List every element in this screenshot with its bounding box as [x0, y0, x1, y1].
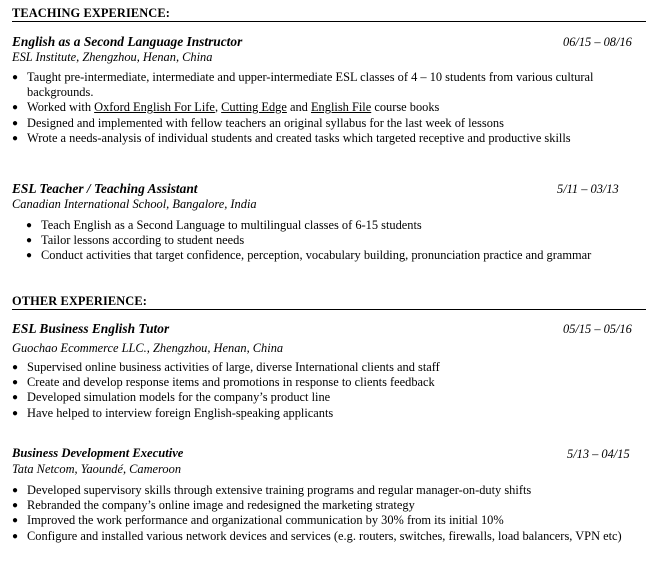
bullet-icon: ● [26, 235, 33, 247]
bullet-text: Conduct activities that target confidence, perception, vocabulary building, pronunciation practice and grammar [41, 248, 592, 263]
job-bullet-list [12, 218, 638, 264]
job-dates: 5/11 – 03/13 [557, 182, 619, 196]
bullet-text-continued: backgrounds. [27, 85, 94, 100]
job-title: ESL Business English Tutor [12, 321, 170, 336]
bullet-icon: ● [12, 72, 19, 83]
bullet-icon: ● [12, 117, 19, 129]
bullet-text-suffix: course books [371, 100, 440, 115]
job-bullet-list [12, 483, 638, 544]
job-bullet-list [12, 70, 638, 146]
bullet-text: Wrote a needs-analysis of individual students and created tasks which targeted receptive and productive skills [27, 130, 571, 145]
bullet-text: Supervised online business activities of large, diverse International clients and staff [27, 360, 440, 374]
teaching-experience-heading: TEACHING EXPERIENCE: [12, 6, 646, 22]
bullet-text-separator: and [286, 100, 311, 115]
job-business-english-tutor [12, 320, 638, 421]
list-item [12, 498, 638, 513]
list-item [12, 116, 638, 131]
job-organization: Tata Netcom, Yaoundé, Cameroon [12, 462, 182, 476]
job-dates: 06/15 – 08/16 [563, 35, 632, 49]
bullet-text: Tailor lessons according to student needs [41, 233, 245, 248]
list-item [12, 218, 638, 233]
list-item [12, 360, 638, 375]
other-experience-heading: OTHER EXPERIENCE: [12, 294, 646, 310]
bullet-text: Teach English as a Second Language to multilingual classes of 6-15 students [41, 218, 422, 232]
job-title: Business Development Executive [12, 446, 184, 460]
job-bullet-list [12, 360, 638, 421]
job-organization: Guochao Ecommerce LLC., Zhengzhou, Henan, China [12, 341, 284, 355]
book-title-english-file: English File [310, 100, 372, 115]
job-organization: Canadian International School, Bangalore, India [12, 197, 257, 211]
bullet-text-separator: , [214, 100, 222, 115]
bullet-icon: ● [12, 515, 19, 527]
list-item [12, 390, 638, 405]
list-item [12, 375, 638, 390]
bullet-text: Designed and implemented with fellow teachers an original syllabus for the last week of lessons [27, 115, 504, 130]
bullet-text: Developed simulation models for the company’s product line [27, 390, 331, 405]
bullet-text: Worked with [27, 100, 95, 115]
job-organization: ESL Institute, Zhengzhou, Henan, China [12, 50, 213, 64]
bullet-icon: ● [12, 377, 19, 389]
bullet-icon: ● [12, 407, 19, 419]
bullet-text: Configure and installed various network devices and services (e.g. routers, switches, firewalls, load balancers, VPN etc) [27, 528, 622, 543]
bullet-icon: ● [12, 132, 19, 144]
bullet-icon: ● [12, 530, 19, 542]
list-item [12, 100, 638, 115]
job-business-development-executive [12, 445, 638, 544]
job-esl-teacher [12, 180, 638, 264]
job-dates: 05/15 – 05/16 [563, 322, 632, 336]
bullet-text: Create and develop response items and promotions in response to clients feedback [27, 375, 435, 390]
job-title: ESL Teacher / Teaching Assistant [12, 181, 198, 196]
list-item [12, 483, 638, 498]
list-item [12, 513, 638, 528]
bullet-text: Rebranded the company’s online image and redesigned the marketing strategy [27, 498, 415, 513]
bullet-text: Taught pre-intermediate, intermediate and upper-intermediate ESL classes of 4 – 10 students from various cultural [27, 70, 594, 84]
list-item [12, 248, 638, 263]
bullet-icon: ● [26, 250, 33, 262]
job-dates: 5/13 – 04/15 [567, 447, 630, 461]
book-title-oxford: Oxford English For Life [94, 100, 215, 115]
list-item [12, 70, 638, 100]
list-item [12, 529, 638, 544]
bullet-icon: ● [26, 220, 33, 231]
bullet-text: Have helped to interview foreign English-speaking applicants [27, 405, 334, 420]
bullet-icon: ● [12, 392, 19, 404]
bullet-icon: ● [12, 102, 19, 114]
list-item [12, 406, 638, 421]
bullet-icon: ● [12, 500, 19, 512]
list-item [12, 131, 638, 146]
bullet-text: Developed supervisory skills through extensive training programs and regular manager-on-duty shifts [27, 483, 532, 497]
bullet-icon: ● [12, 362, 19, 373]
bullet-icon: ● [12, 485, 19, 496]
job-title: English as a Second Language Instructor [12, 34, 243, 49]
book-title-cutting-edge: Cutting Edge [221, 100, 287, 115]
bullet-text: Improved the work performance and organizational communication by 30% from its initial 10% [27, 513, 504, 528]
job-esl-instructor [12, 33, 638, 146]
list-item [12, 233, 638, 248]
